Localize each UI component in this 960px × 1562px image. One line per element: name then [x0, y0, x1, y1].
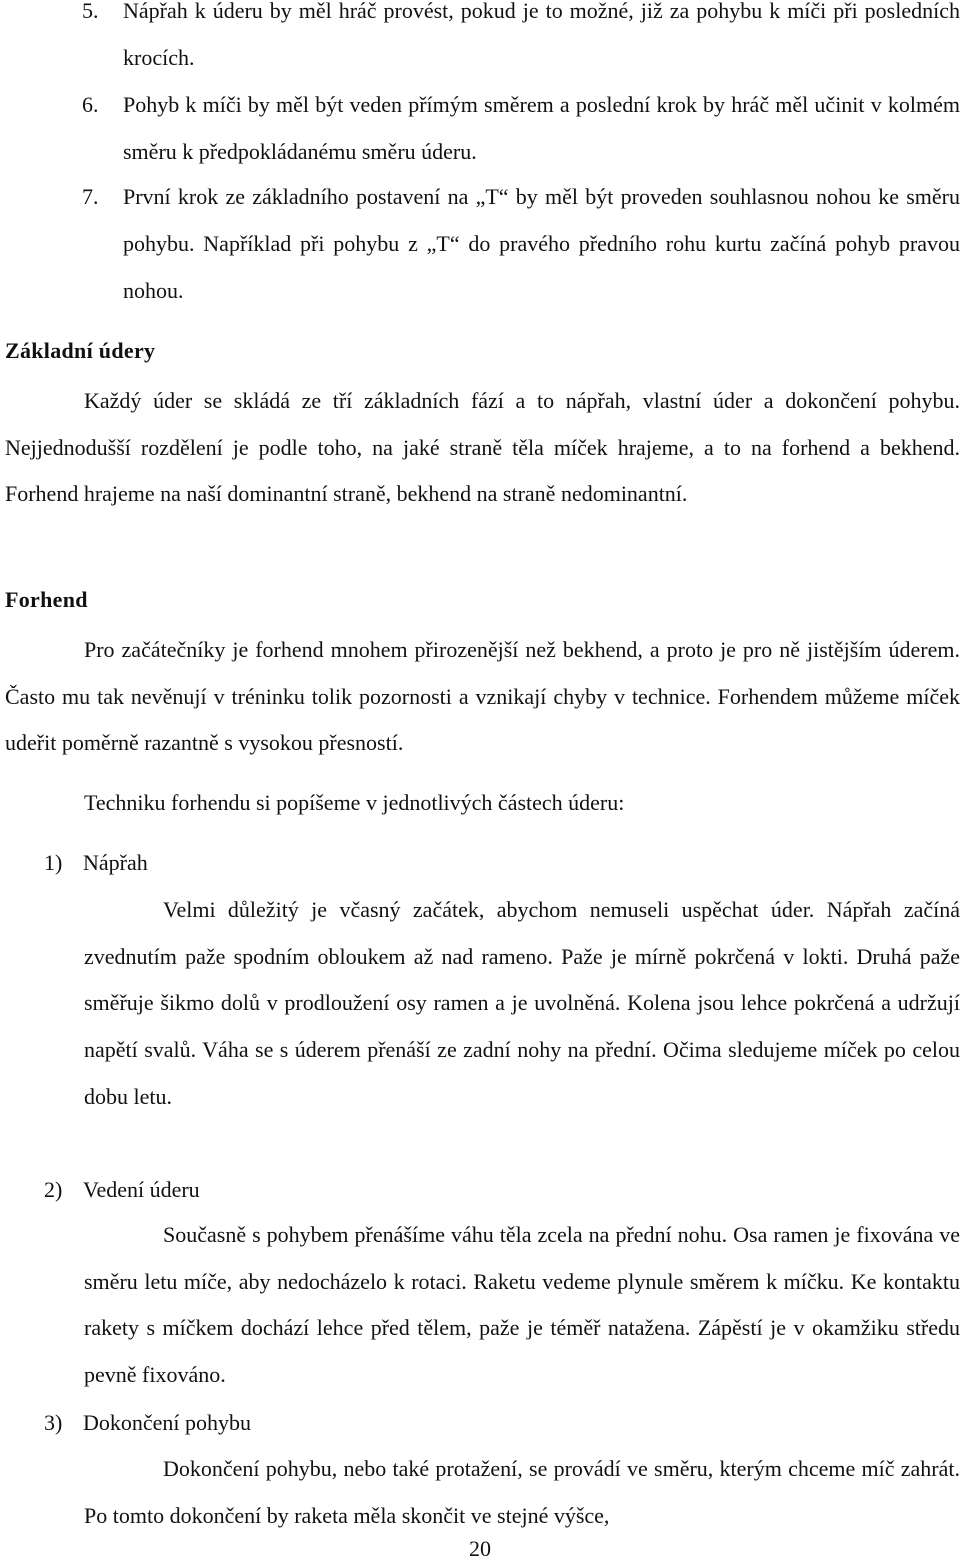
list-item-text: Nápřah k úderu by měl hráč provést, pokud je to možné, již za pohybu k míči při posledních krocích.: [123, 0, 960, 70]
list-item: [82, 81, 960, 175]
list-item: [82, 173, 960, 314]
list-item-number: 7.: [82, 184, 99, 209]
step-body: Dokončení pohybu, nebo také protažení, se provádí ve směru, kterým chceme míč zahrát. Po tomto dokončení by raketa měla skončit ve stejné výšce,: [84, 1456, 960, 1528]
step-title: [44, 1410, 251, 1436]
list-item-text: Pohyb k míči by měl být veden přímým směrem a poslední krok by hráč měl učinit v kolmém směru k předpokládanému směru úderu.: [123, 92, 960, 164]
technique-intro: Techniku forhendu si popíšeme v jednotlivých částech úderu:: [84, 790, 625, 815]
paragraph-forehand: Pro začátečníky je forhend mnohem přirozenější než bekhend, a proto je pro ně jistějším úderem. Často mu tak nevěnují v tréninku tolik pozornosti a vznikají chyby v technice. Forhendem můžeme míček udeřit poměrně razantně s vysokou přesností.: [5, 637, 960, 755]
step-body: Současně s pohybem přenášíme váhu těla zcela na přední nohu. Osa ramen je fixována ve směru letu míče, aby nedocházelo k rotaci. Raketu vedeme plynule směrem k míčku. Ke kontaktu rakety s míčkem dochází lehce před tělem, paže je téměř natažena. Zápěstí je v okamžiku středu pevně fixováno.: [84, 1222, 960, 1388]
list-item-number: 6.: [82, 92, 99, 117]
step-title-text: Dokončení pohybu: [83, 1410, 252, 1435]
section-heading-forehand: Forhend: [5, 587, 88, 612]
step-title: [44, 1177, 200, 1203]
list-item: [82, 0, 960, 81]
paragraph-basic-strokes: Každý úder se skládá ze tří základních fází a to nápřah, vlastní úder a dokončení pohybu. Nejjednodušší rozdělení je podle toho, na jaké straně těla míček hrajeme, a to na forhend a bekhend. Forhend hrajeme na naší dominantní straně, bekhend na straně nedominantní.: [5, 388, 960, 506]
step-title: [44, 850, 148, 876]
step-title-text: Nápřah: [83, 850, 148, 875]
step-number: 2): [44, 1177, 63, 1202]
step-body: Velmi důležitý je včasný začátek, abychom nemuseli uspěchat úder. Nápřah začíná zvednutím paže spodním obloukem až nad rameno. Paže je mírně pokrčená v lokti. Druhá paže směřuje šikmo dolů v prodloužení osy ramen a je uvolněná. Kolena jsou lehce pokrčená a udržují napětí svalů. Váha se s úderem přenáší ze zadní nohy na přední. Očima sledujeme míček po celou dobu letu.: [84, 897, 960, 1109]
step-number: 1): [44, 850, 63, 875]
page-number: 20: [469, 1536, 491, 1561]
list-item-text: První krok ze základního postavení na „T“ by měl být proveden souhlasnou nohou ke směru pohybu. Například při pohybu z „T“ do pravého předního rohu kurtu začíná pohyb pravou nohou.: [123, 184, 960, 303]
step-title-text: Vedení úderu: [83, 1177, 200, 1202]
step-number: 3): [44, 1410, 63, 1435]
list-item-number: 5.: [82, 0, 99, 23]
section-heading-basic-strokes: Základní údery: [5, 338, 156, 363]
